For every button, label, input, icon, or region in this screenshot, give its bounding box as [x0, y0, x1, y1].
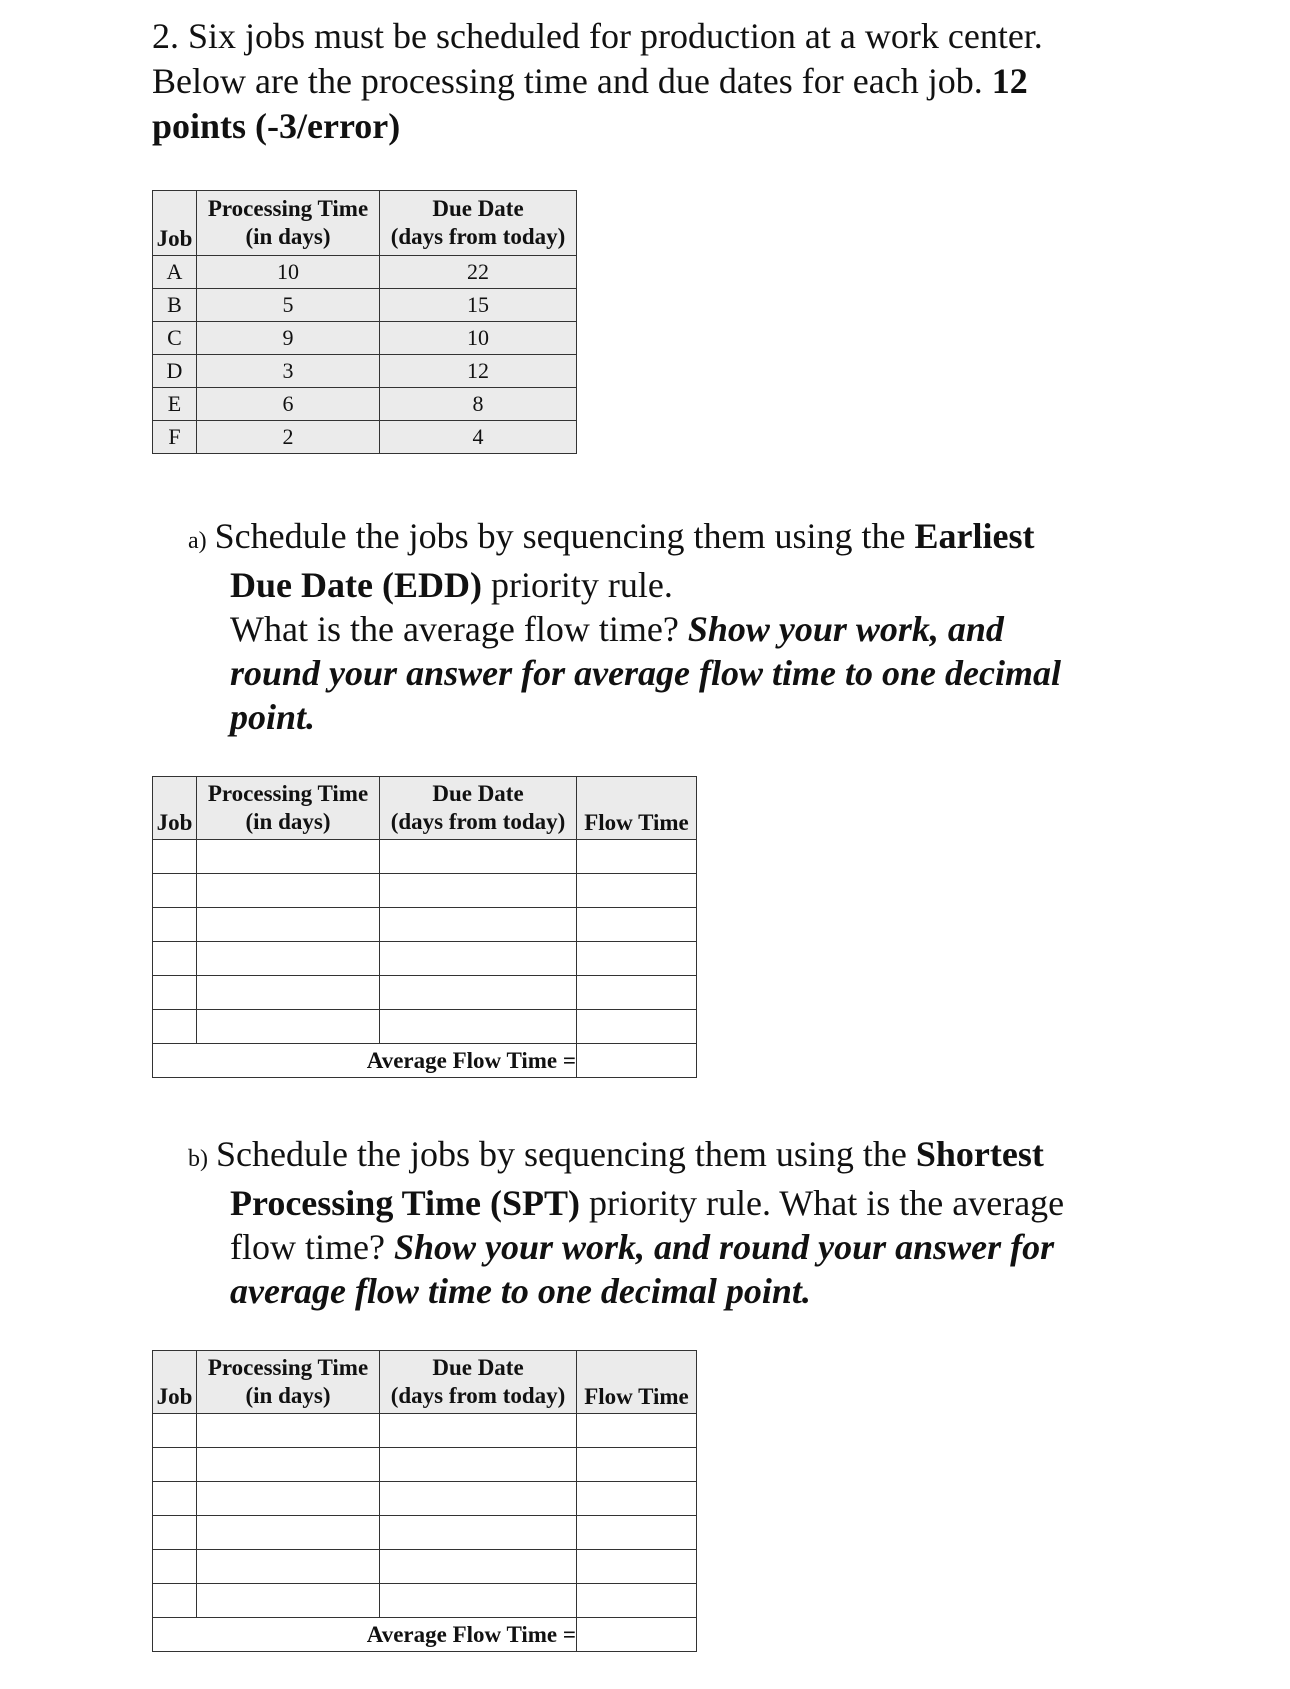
- cell-due-date: 12: [380, 355, 577, 388]
- cell-job: D: [153, 355, 197, 388]
- input-cell-processing-time[interactable]: [197, 840, 380, 874]
- input-cell-processing-time[interactable]: [197, 1010, 380, 1044]
- table-row[interactable]: [153, 976, 697, 1010]
- header-pt-line1: Processing Time: [207, 781, 369, 806]
- input-cell-flow-time[interactable]: [577, 1482, 697, 1516]
- cell-due-date: 4: [380, 421, 577, 454]
- input-cell-flow-time[interactable]: [577, 1010, 697, 1044]
- part-a-question: [188, 514, 1188, 739]
- cell-job: E: [153, 388, 197, 421]
- input-cell-processing-time[interactable]: [197, 908, 380, 942]
- header-processing-time: [197, 191, 380, 256]
- table-row: [153, 388, 577, 421]
- cell-due-date: 10: [380, 322, 577, 355]
- input-cell-flow-time[interactable]: [577, 1414, 697, 1448]
- cell-due-date: 8: [380, 388, 577, 421]
- header-flow-time: Flow Time: [577, 777, 697, 840]
- input-cell-job[interactable]: [153, 1482, 197, 1516]
- part-b-label: b): [188, 1146, 208, 1172]
- cell-due-date: 22: [380, 256, 577, 289]
- cell-job: F: [153, 421, 197, 454]
- header-dd-line2: (days from today): [390, 1383, 566, 1408]
- cell-job: B: [153, 289, 197, 322]
- input-cell-due-date[interactable]: [380, 976, 577, 1010]
- header-pt-line1: Processing Time: [207, 196, 369, 221]
- table-row[interactable]: [153, 1584, 697, 1618]
- part-b-emph-2: average flow time to one decimal point.: [230, 1271, 811, 1311]
- input-cell-flow-time[interactable]: [577, 874, 697, 908]
- table-row[interactable]: [153, 1516, 697, 1550]
- problem-line-1: 2. Six jobs must be scheduled for production at a work center.: [152, 16, 1043, 56]
- input-cell-due-date[interactable]: [380, 1414, 577, 1448]
- input-cell-due-date[interactable]: [380, 942, 577, 976]
- input-cell-job[interactable]: [153, 908, 197, 942]
- cell-job: C: [153, 322, 197, 355]
- header-pt-line1: Processing Time: [207, 1355, 369, 1380]
- header-dd-line2: (days from today): [390, 224, 566, 249]
- header-job: Job: [153, 1351, 197, 1414]
- input-cell-flow-time[interactable]: [577, 942, 697, 976]
- input-cell-due-date[interactable]: [380, 1584, 577, 1618]
- part-a-emph-3: point.: [230, 697, 316, 737]
- part-b-bold-1: Shortest: [915, 1134, 1044, 1174]
- input-cell-flow-time[interactable]: [577, 1550, 697, 1584]
- input-cell-due-date[interactable]: [380, 1550, 577, 1584]
- cell-job: A: [153, 256, 197, 289]
- header-flow-time: Flow Time: [577, 1351, 697, 1414]
- part-b-question: [188, 1132, 1188, 1313]
- input-cell-processing-time[interactable]: [197, 1550, 380, 1584]
- cell-processing-time: 3: [197, 355, 380, 388]
- input-cell-processing-time[interactable]: [197, 942, 380, 976]
- average-flow-time-label: Average Flow Time =: [153, 1044, 577, 1078]
- cell-processing-time: 10: [197, 256, 380, 289]
- table-row[interactable]: [153, 1010, 697, 1044]
- input-cell-processing-time[interactable]: [197, 874, 380, 908]
- part-a-bold-1: Earliest: [914, 516, 1035, 556]
- table-header-row: [153, 191, 577, 256]
- part-a-text-3: What is the average flow time?: [230, 609, 679, 649]
- input-cell-due-date[interactable]: [380, 1448, 577, 1482]
- table-row: [153, 256, 577, 289]
- input-cell-due-date[interactable]: [380, 1482, 577, 1516]
- part-b-text-2: priority rule. What is the average: [589, 1183, 1065, 1223]
- input-cell-due-date[interactable]: [380, 908, 577, 942]
- problem-statement: [152, 14, 1152, 149]
- input-cell-job[interactable]: [153, 1550, 197, 1584]
- table-row[interactable]: [153, 1550, 697, 1584]
- input-cell-processing-time[interactable]: [197, 1448, 380, 1482]
- header-dd-line1: Due Date: [432, 1355, 524, 1380]
- table-row: [153, 289, 577, 322]
- part-a-emph-1: Show your work, and: [687, 609, 1004, 649]
- header-due-date: [380, 1351, 577, 1414]
- input-cell-job[interactable]: [153, 1516, 197, 1550]
- input-cell-job[interactable]: [153, 1010, 197, 1044]
- table-row[interactable]: [153, 840, 697, 874]
- table-row: [153, 421, 577, 454]
- part-a-label: a): [188, 528, 207, 554]
- header-job: Job: [153, 777, 197, 840]
- input-cell-flow-time[interactable]: [577, 840, 697, 874]
- part-a-text-2: priority rule.: [490, 565, 673, 605]
- input-cell-job[interactable]: [153, 874, 197, 908]
- header-processing-time: [197, 777, 380, 840]
- input-cell-flow-time[interactable]: [577, 1516, 697, 1550]
- header-dd-line2: (days from today): [390, 809, 566, 834]
- cell-processing-time: 5: [197, 289, 380, 322]
- input-cell-flow-time[interactable]: [577, 1448, 697, 1482]
- average-flow-time-label: Average Flow Time =: [153, 1618, 577, 1652]
- part-b-bold-2: Processing Time (SPT): [230, 1183, 580, 1223]
- part-b-emph-1: Show your work, and round your answer for: [393, 1227, 1055, 1267]
- cell-processing-time: 9: [197, 322, 380, 355]
- header-pt-line2: (in days): [245, 1383, 331, 1408]
- table-row[interactable]: [153, 874, 697, 908]
- header-processing-time: [197, 1351, 380, 1414]
- table-row: [153, 355, 577, 388]
- average-flow-time-row: [153, 1618, 697, 1652]
- table-header-row: [153, 777, 697, 840]
- input-cell-processing-time[interactable]: [197, 1414, 380, 1448]
- header-pt-line2: (in days): [245, 224, 331, 249]
- table-row[interactable]: [153, 942, 697, 976]
- cell-due-date: 15: [380, 289, 577, 322]
- input-cell-job[interactable]: [153, 942, 197, 976]
- average-flow-time-input[interactable]: [577, 1044, 697, 1078]
- table-header-row: [153, 1351, 697, 1414]
- input-cell-processing-time[interactable]: [197, 1516, 380, 1550]
- header-due-date: [380, 777, 577, 840]
- table-row[interactable]: [153, 1448, 697, 1482]
- header-pt-line2: (in days): [245, 809, 331, 834]
- header-job: Job: [153, 191, 197, 256]
- problem-points-text: points (-3/error): [152, 106, 401, 146]
- cell-processing-time: 6: [197, 388, 380, 421]
- input-cell-due-date[interactable]: [380, 1010, 577, 1044]
- input-cell-flow-time[interactable]: [577, 908, 697, 942]
- part-a-emph-2: round your answer for average flow time to one decimal: [230, 653, 1061, 693]
- table-row[interactable]: [153, 908, 697, 942]
- input-cell-job[interactable]: [153, 1584, 197, 1618]
- input-cell-due-date[interactable]: [380, 874, 577, 908]
- part-a-bold-2: Due Date (EDD): [230, 565, 482, 605]
- average-flow-time-input[interactable]: [577, 1618, 697, 1652]
- table-row: [153, 322, 577, 355]
- header-due-date: [380, 191, 577, 256]
- edd-answer-table: [152, 776, 697, 1078]
- given-data-table: [152, 190, 577, 454]
- table-row[interactable]: [153, 1414, 697, 1448]
- input-cell-due-date[interactable]: [380, 840, 577, 874]
- header-dd-line1: Due Date: [432, 781, 524, 806]
- table-row[interactable]: [153, 1482, 697, 1516]
- average-flow-time-row: [153, 1044, 697, 1078]
- part-b-text-1: Schedule the jobs by sequencing them using the: [216, 1134, 907, 1174]
- input-cell-job[interactable]: [153, 1414, 197, 1448]
- input-cell-processing-time[interactable]: [197, 1482, 380, 1516]
- problem-points-number: 12: [991, 61, 1028, 101]
- input-cell-processing-time[interactable]: [197, 976, 380, 1010]
- input-cell-job[interactable]: [153, 840, 197, 874]
- input-cell-job[interactable]: [153, 976, 197, 1010]
- input-cell-flow-time[interactable]: [577, 1584, 697, 1618]
- part-b-text-3: flow time?: [230, 1227, 385, 1267]
- problem-line-2: Below are the processing time and due dates for each job.: [152, 61, 983, 101]
- part-a-text-1: Schedule the jobs by sequencing them using the: [214, 516, 906, 556]
- header-dd-line1: Due Date: [432, 196, 524, 221]
- cell-processing-time: 2: [197, 421, 380, 454]
- spt-answer-table: [152, 1350, 697, 1652]
- input-cell-processing-time[interactable]: [197, 1584, 380, 1618]
- input-cell-flow-time[interactable]: [577, 976, 697, 1010]
- input-cell-due-date[interactable]: [380, 1516, 577, 1550]
- input-cell-job[interactable]: [153, 1448, 197, 1482]
